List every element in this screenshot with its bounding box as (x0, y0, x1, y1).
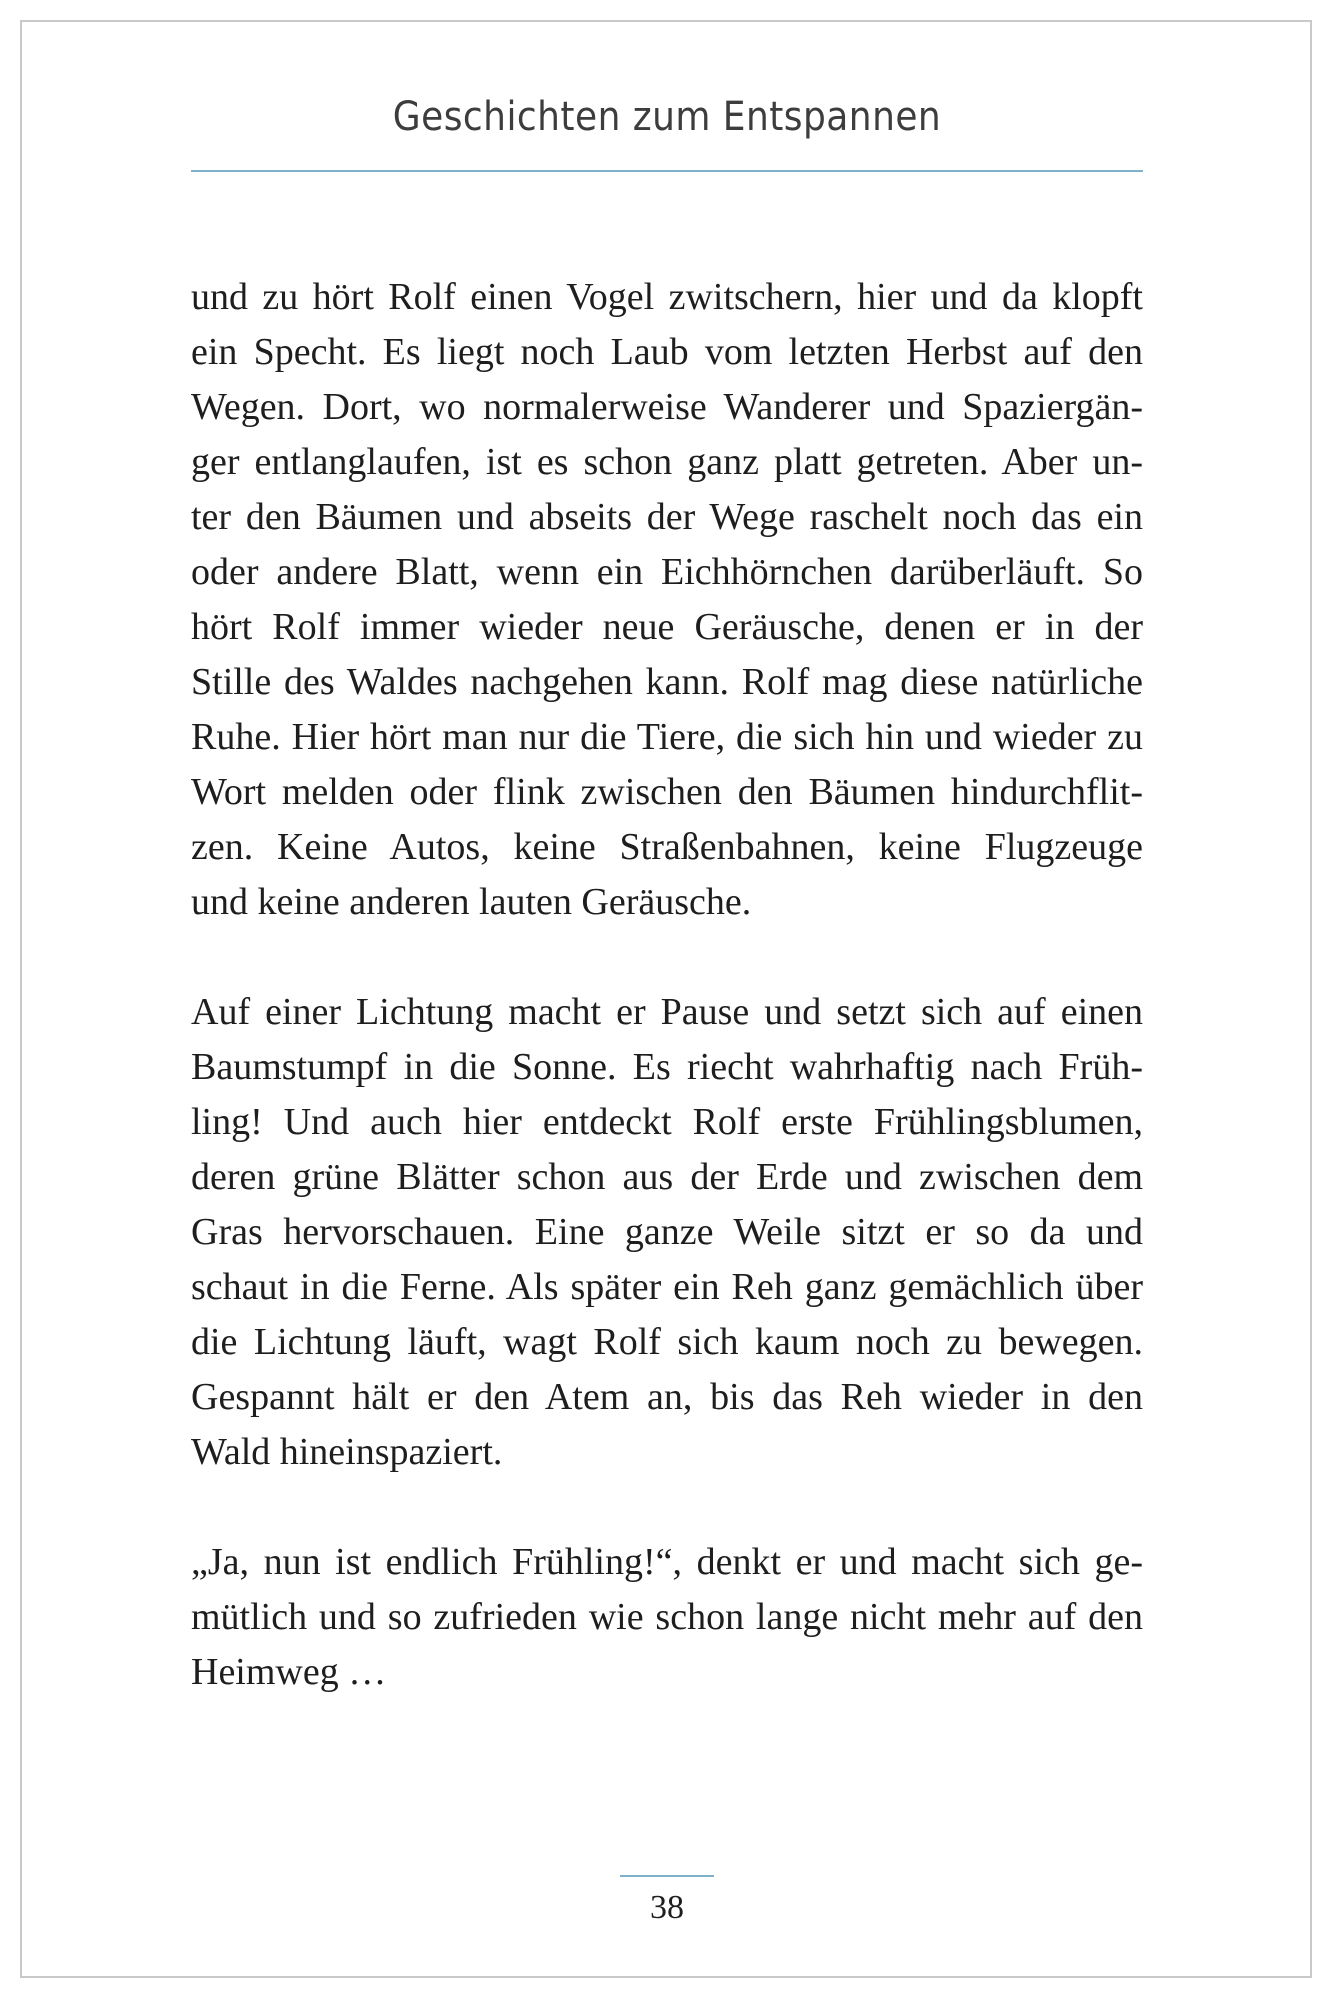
body-text (191, 270, 1143, 1700)
text-line: Heimweg … (191, 1651, 387, 1693)
paragraph-3 (191, 1535, 1143, 1700)
text-line: Stille des Waldes nachgehen kann. Rolf mag diese natürliche (191, 661, 1143, 703)
text-line: Wald hineinspaziert. (191, 1431, 503, 1473)
text-line: „Ja, nun ist endlich Frühling!“, denkt er und macht sich ge- (191, 1541, 1143, 1583)
running-header: Geschichten zum Entspannen (392, 94, 942, 140)
text-line: oder andere Blatt, wenn ein Eichhörnchen darüberläuft. So (191, 551, 1143, 593)
text-line: zen. Keine Autos, keine Straßenbahnen, keine Flugzeuge (191, 826, 1143, 868)
paragraph-gap (191, 1480, 1143, 1535)
text-line: ger entlanglaufen, ist es schon ganz platt getreten. Aber un- (191, 441, 1143, 483)
header-rule (191, 170, 1143, 172)
paragraph-gap (191, 930, 1143, 985)
paragraph-1 (191, 270, 1143, 930)
text-line: die Lichtung läuft, wagt Rolf sich kaum noch zu bewegen. (191, 1321, 1143, 1363)
text-line: und keine anderen lauten Geräusche. (191, 881, 752, 923)
footer-rule (620, 1875, 714, 1877)
text-line: Wort melden oder flink zwischen den Bäumen hindurchflit- (191, 771, 1143, 813)
text-line: deren grüne Blätter schon aus der Erde und zwischen dem (191, 1156, 1143, 1198)
text-line: und zu hört Rolf einen Vogel zwitschern, hier und da klopft (191, 276, 1143, 318)
text-line: Baumstumpf in die Sonne. Es riecht wahrhaftig nach Früh- (191, 1046, 1143, 1088)
text-line: ling! Und auch hier entdeckt Rolf erste Frühlingsblumen, (191, 1101, 1143, 1143)
text-line: mütlich und so zufrieden wie schon lange nicht mehr auf den (191, 1596, 1143, 1638)
text-line: ein Specht. Es liegt noch Laub vom letzten Herbst auf den (191, 331, 1143, 373)
paragraph-2 (191, 985, 1143, 1480)
text-line: Ruhe. Hier hört man nur die Tiere, die sich hin und wieder zu (191, 716, 1143, 758)
text-line: ter den Bäumen und abseits der Wege raschelt noch das ein (191, 496, 1143, 538)
text-line: Auf einer Lichtung macht er Pause und setzt sich auf einen (191, 991, 1143, 1033)
text-line: Wegen. Dort, wo normalerweise Wanderer und Spaziergän- (191, 386, 1143, 428)
text-line: Gespannt hält er den Atem an, bis das Reh wieder in den (191, 1376, 1143, 1418)
text-line: Gras hervorschauen. Eine ganze Weile sitzt er so da und (191, 1211, 1143, 1253)
text-line: hört Rolf immer wieder neue Geräusche, denen er in der (191, 606, 1143, 648)
page-number: 38 (650, 1889, 684, 1926)
text-line: schaut in die Ferne. Als später ein Reh ganz gemächlich über (191, 1266, 1143, 1308)
